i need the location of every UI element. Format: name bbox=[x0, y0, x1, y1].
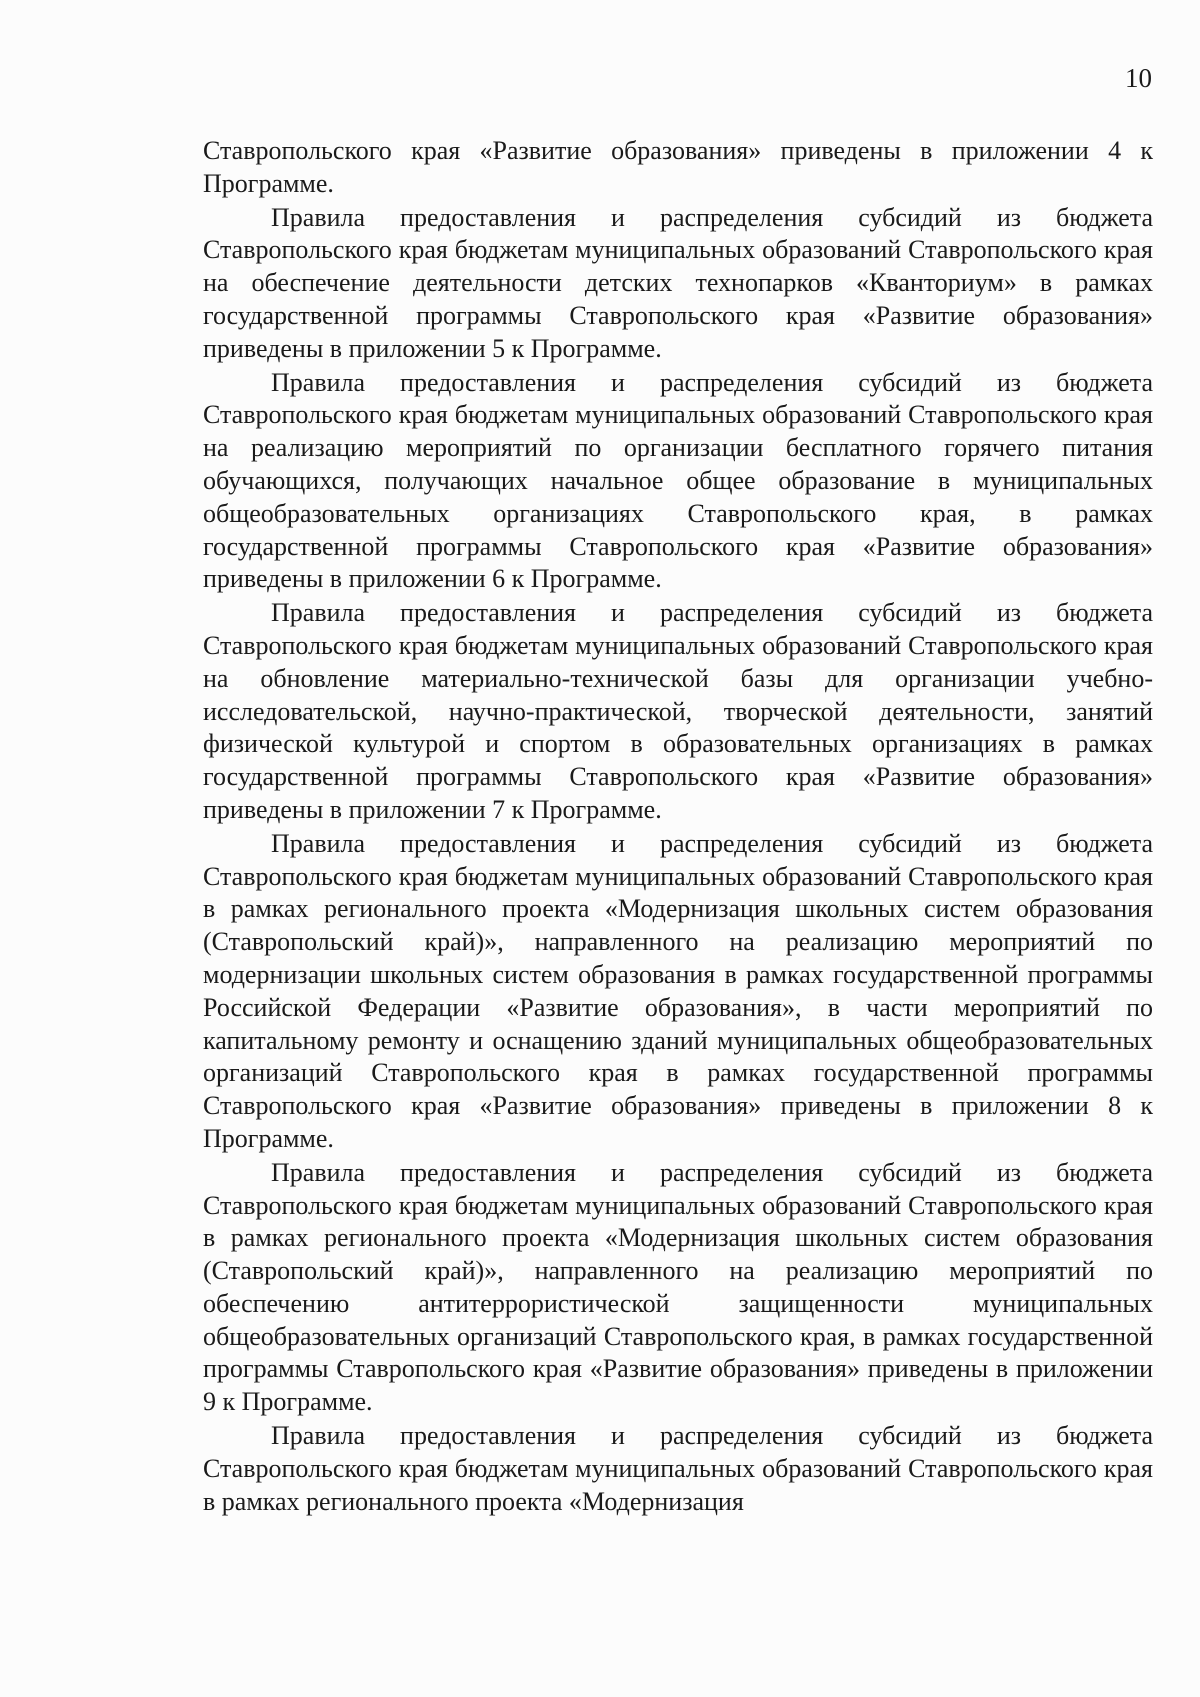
paragraph-appendix-8: Правила предоставления и распределения субсидий из бюджета Ставропольского края бюджетам муниципальных образований Ставропольского края в рамках регионального проекта «Модернизация школьных систем образования (Ставропольский край)», направленного на реализацию мероприятий по модернизации школьных систем образования в рамках государственной программы Российской Федерации «Развитие образования», в части мероприятий по капитальному ремонту и оснащению зданий муниципальных общеобразовательных организаций Ставропольского края в рамках государственной программы Ставропольского края «Развитие образования» приведены в приложении 8 к Программе. bbox=[203, 828, 1153, 1153]
paragraph-trailing: Правила предоставления и распределения субсидий из бюджета Ставропольского края бюджетам муниципальных образований Ставропольского края в рамках регионального проекта «Модернизация bbox=[203, 1421, 1153, 1516]
paragraph-appendix-9: Правила предоставления и распределения субсидий из бюджета Ставропольского края бюджетам муниципальных образований Ставропольского края в рамках регионального проекта «Модернизация школьных систем образования (Ставропольский край)», направленного на реализацию мероприятий по обеспечению антитеррористической защищенности муниципальных общеобразовательных организаций Ставропольского края, в рамках государственной программы Ставропольского края «Развитие образования» приведены в приложении 9 к Программе. bbox=[203, 1157, 1153, 1417]
document-body bbox=[203, 135, 1153, 1519]
page-number: 10 bbox=[1125, 63, 1152, 93]
paragraph-appendix-5: Правила предоставления и распределения субсидий из бюджета Ставропольского края бюджетам муниципальных образований Ставропольского края на обеспечение деятельности детских технопарков «Кванториум» в рамках государственной программы Ставропольского края «Развитие образования» приведены в приложении 5 к Программе. bbox=[203, 202, 1153, 363]
paragraph-continued: Ставропольского края «Развитие образования» приведены в приложении 4 к Программе. bbox=[203, 136, 1153, 198]
paragraph-appendix-6: Правила предоставления и распределения субсидий из бюджета Ставропольского края бюджетам муниципальных образований Ставропольского края на реализацию мероприятий по организации бесплатного горячего питания обучающихся, получающих начальное общее образование в муниципальных общеобразовательных организациях Ставропольского края, в рамках государственной программы Ставропольского края «Развитие образования» приведены в приложении 6 к Программе. bbox=[203, 367, 1153, 594]
paragraph-appendix-7: Правила предоставления и распределения субсидий из бюджета Ставропольского края бюджетам муниципальных образований Ставропольского края на обновление материально-технической базы для организации учебно-исследовательской, научно-практической, творческой деятельности, занятий физической культурой и спортом в образовательных организациях в рамках государственной программы Ставропольского края «Развитие образования» приведены в приложении 7 к Программе. bbox=[203, 598, 1153, 824]
